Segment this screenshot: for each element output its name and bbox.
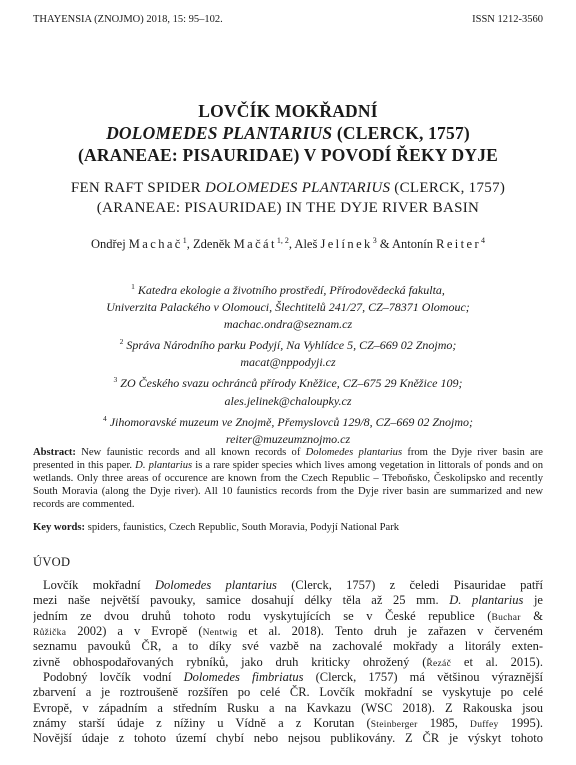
title-species: DOLOMEDES PLANTARIUS <box>106 123 333 143</box>
email-4[interactable]: reiter@muzeumznojmo.cz <box>225 431 351 446</box>
author-list: Ondřej Machač$^1$, Zdeněk Mačát$^{1, 2}$, Aleš Jelínek$^3$ & Antonín Reiter$^4$ <box>90 236 486 252</box>
en-title-line-1 <box>30 178 546 198</box>
affiliations <box>30 278 546 448</box>
author-3: Aleš Jelínek$^3$ <box>294 236 377 252</box>
title-line-2 <box>30 122 546 144</box>
english-title <box>30 178 546 218</box>
czech-title <box>30 100 546 166</box>
title-line-3: (ARANEAE: PISAURIDAE) V POVODÍ ŘEKY DYJE <box>77 145 499 165</box>
running-head <box>33 14 543 25</box>
email-2[interactable]: macat@nppodyji.cz <box>240 355 336 370</box>
abstract-label: Abstract: <box>33 447 76 458</box>
body-line: známy starší údaje z nížiny u Vídně a z Korutan (Steinberger 1985, Duffey 1995). <box>33 716 543 731</box>
affiliation-4: $^4$ Jihomoravské muzeum ve Znojmě, Přemyslovců 129/8, CZ–669 02 Znojmo; <box>102 413 474 429</box>
keywords-label: Key words: <box>33 522 86 533</box>
body-line: Růžička 2002) a v Evropě (Nentwig et al. 2018). Tento druh je zařazen v červeném <box>33 624 543 639</box>
issn: ISSN 1212-3560 <box>472 14 543 25</box>
body-line: seznamu pavouků ČR, a to díky své vazbě na zachovalé mokřady a litorály exten- <box>33 639 543 654</box>
body-text <box>33 578 543 747</box>
body-line: Podobný lovčík vodní Dolomedes fimbriatus (Clerck, 1757) má většinou výraznější <box>43 670 543 685</box>
body-line: jedním ze dvou druhů tohoto rodu vyskytujících se v České republice (Buchar & <box>33 608 543 623</box>
email-1[interactable]: machac.ondra@seznam.cz <box>223 317 353 332</box>
body-line: Lovčík mokřadní Dolomedes plantarius (Clerck, 1757) z čeledi Pisauridae patří <box>43 578 543 592</box>
body-line: Evropě, v západním a středním Rusku a na Kavkazu (WSC 2018). Z Rakouska jsou <box>33 700 543 715</box>
body-line: zivně obhospodařovaných rybníků, jako druh kriticky ohrožený (Řezáč et al. 2015). <box>33 654 543 669</box>
affiliation-3: $^3$ ZO Českého svazu ochránců přírody Kněžice, CZ–675 29 Kněžice 109; <box>113 375 463 391</box>
en-title-pre: FEN RAFT SPIDER <box>70 180 205 196</box>
title-line-1: LOVČÍK MOKŘADNÍ <box>198 101 378 121</box>
keywords: Key words: spiders, faunistics, Czech Republic, South Moravia, Podyjí National Park <box>33 522 400 533</box>
title-author: (CLERCK, 1757) <box>332 123 470 143</box>
en-title-species: DOLOMEDES PLANTARIUS <box>204 180 391 196</box>
body-line: mezi naše největší pavouky, samice dosahují délky těla až 25 mm. D. plantarius je <box>33 593 543 608</box>
affiliation-1: $^1$ Katedra ekologie a životního prostředí, Přírodovědecká fakulta, <box>131 282 445 297</box>
affiliation-2: $^2$ Správa Národního parku Podyjí, Na Vyhlídce 5, CZ–669 02 Znojmo; <box>119 337 457 353</box>
email-3[interactable]: ales.jelinek@chaloupky.cz <box>224 393 352 408</box>
affiliation-1-cont: Univerzita Palackého v Olomouci, Šlechtitelů 241/27, CZ–78371 Olomouc; <box>106 300 470 315</box>
section-heading: ÚVOD <box>33 555 71 569</box>
en-title-post: (CLERCK, 1757) <box>390 180 506 196</box>
author-4: Antonín Reiter$^4$ <box>391 236 486 252</box>
author-1: Ondřej Machač$^1$ <box>90 236 187 252</box>
body-line: Novější údaje z tohoto území chybí nebo nejsou publikovány. Z ČR je výskyt tohoto <box>33 731 543 746</box>
journal-citation: THAYENSIA (ZNOJMO) 2018, 15: 95–102. <box>33 14 223 25</box>
author-2: Zdeněk Mačát$^{1, 2}$ <box>193 236 289 252</box>
en-title-line-2: (ARANEAE: PISAURIDAE) IN THE DYJE RIVER BASIN <box>96 200 480 216</box>
body-line: zbarvení a je roztroušeně rozšířen po celé ČR. Lovčík mokřadní se vyskytuje po celé <box>33 685 543 700</box>
abstract: Abstract: New faunistic records and all known records of Dolomedes plantarius from the Dyje river basin are presented in this paper. D. plantarius is a rare spider species which lives among vegetation in littorals of ponds and on wetlands. Only three areas of occurence are known from the Czech Republic – Třeboňsko, Českolipsko and recently South Moravia (along the Dyje river). All 10 faunistics records from the Dyje river basin are summarized and new records are commented. <box>33 447 544 510</box>
